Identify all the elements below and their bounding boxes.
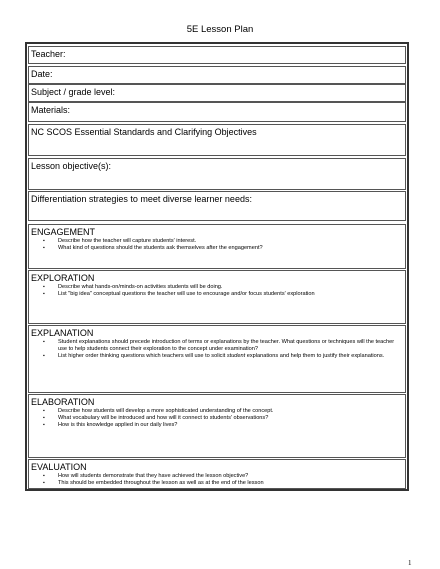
differentiation-row[interactable]: [28, 191, 406, 221]
standards-label: NC SCOS Essential Standards and Clarifying Objectives: [31, 127, 257, 137]
list-item: ▪ Describe what hands-on/minds-on activities students will be doing.: [31, 284, 403, 291]
lesson-plan-table: [25, 42, 409, 491]
materials-label: Materials:: [31, 105, 71, 115]
list-item: ▪ Describe how students will develop a more sophisticated understanding of the concept.: [31, 408, 403, 415]
list-item: ▪ What kind of questions should the students ask themselves after the engagement?: [31, 245, 403, 252]
explanation-section[interactable]: [28, 325, 406, 393]
elaboration-section[interactable]: [28, 394, 406, 458]
standards-row[interactable]: [28, 124, 406, 156]
date-label: Date:: [31, 69, 53, 79]
objectives-row[interactable]: [28, 158, 406, 190]
list-item: ▪ What vocabulary will be introduced and how will it connect to students' observations?: [31, 415, 403, 422]
evaluation-list: [31, 473, 403, 487]
page-title: 5E Lesson Plan: [186, 24, 254, 35]
teacher-label: Teacher:: [31, 49, 66, 59]
materials-row[interactable]: [28, 102, 406, 122]
evaluation-section[interactable]: [28, 459, 406, 489]
elaboration-heading: ELABORATION: [31, 397, 95, 407]
elaboration-list: [31, 408, 403, 429]
exploration-heading: EXPLORATION: [31, 273, 95, 283]
list-item: ▪ Student explanations should precede introduction of terms or explanations by the teacher. What questions or techniques will the teacher use to help students connect their exploration to the concept under examination?: [31, 339, 403, 353]
exploration-list: [31, 284, 403, 298]
subject-row[interactable]: [28, 84, 406, 102]
list-item: ▪ How is this knowledge applied in our daily lives?: [31, 422, 403, 429]
objectives-label: Lesson objective(s):: [31, 161, 112, 171]
page-number: 1: [408, 559, 412, 567]
engagement-section[interactable]: [28, 224, 406, 269]
teacher-row[interactable]: [28, 46, 406, 64]
subject-label: Subject / grade level:: [31, 87, 116, 97]
list-item: ▪ This should be embedded throughout the lesson as well as at the end of the lesson: [31, 480, 403, 487]
date-row[interactable]: [28, 66, 406, 84]
list-item: ▪ List higher order thinking questions which teachers will use to solicit student explanations and help them to justify their explanations.: [31, 353, 403, 360]
list-item: ▪ How will students demonstrate that they have achieved the lesson objective?: [31, 473, 403, 480]
differentiation-label: Differentiation strategies to meet diverse learner needs:: [31, 194, 252, 204]
explanation-list: [31, 339, 403, 360]
list-item: ▪ Describe how the teacher will capture students' interest.: [31, 238, 403, 245]
exploration-section[interactable]: [28, 270, 406, 324]
engagement-heading: ENGAGEMENT: [31, 227, 96, 237]
explanation-heading: EXPLANATION: [31, 328, 94, 338]
engagement-list: [31, 238, 403, 252]
list-item: ▪ List "big idea" conceptual questions the teacher will use to encourage and/or focus students' exploration: [31, 291, 403, 298]
evaluation-heading: EVALUATION: [31, 462, 87, 472]
